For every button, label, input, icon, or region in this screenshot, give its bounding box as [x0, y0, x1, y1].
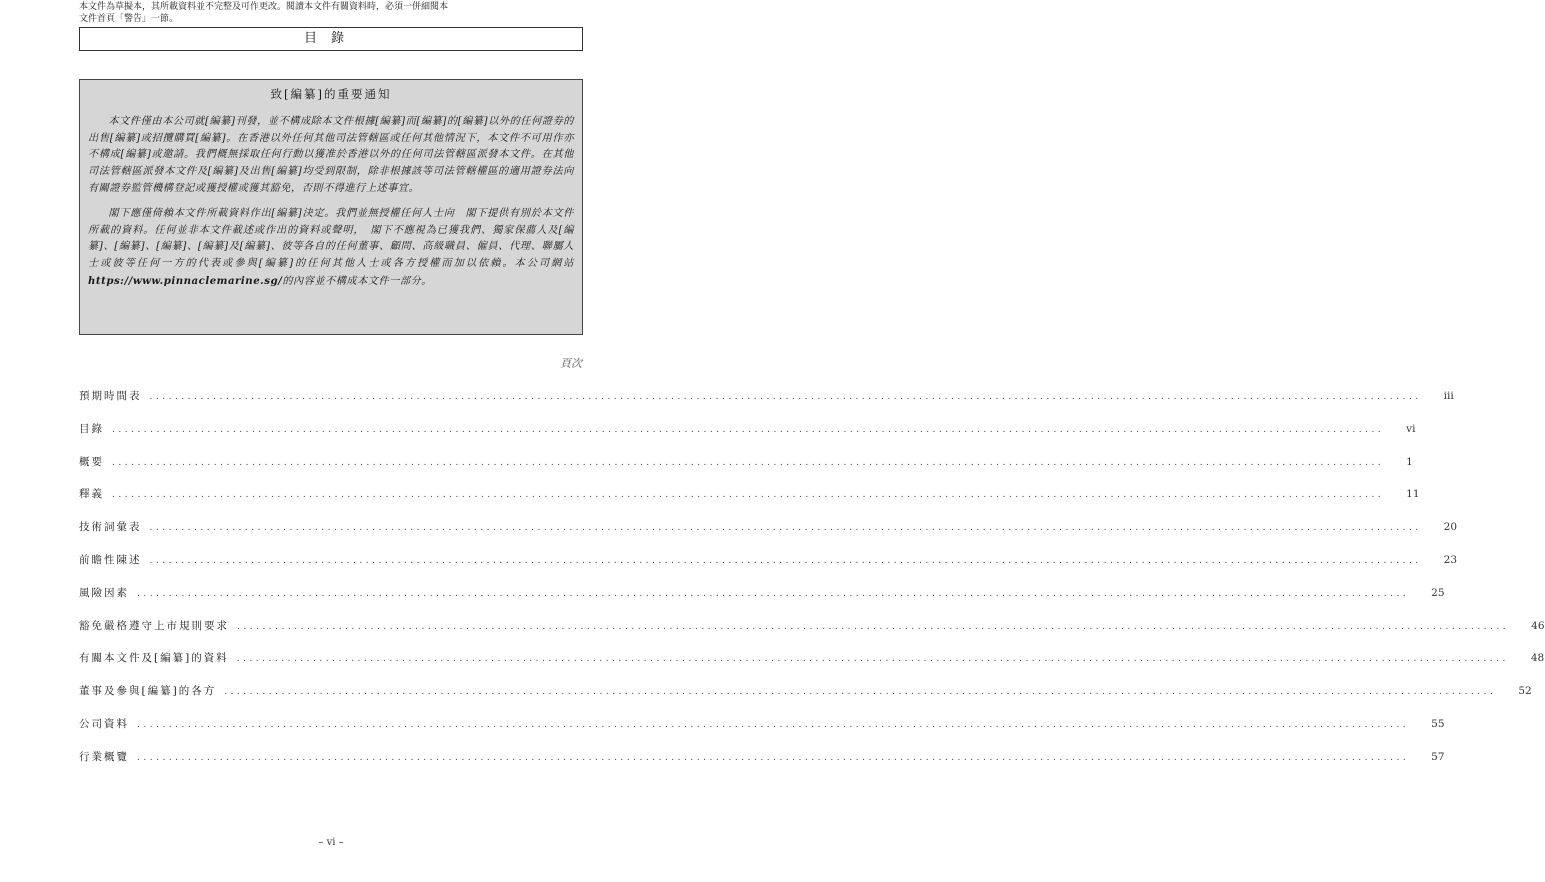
toc-entry[interactable]	[79, 421, 1416, 437]
toc-entry-page: 52	[1518, 685, 1532, 697]
toc-entry[interactable]	[79, 618, 1545, 634]
dot-leader: ........................................................................................................................................................................................................	[137, 720, 1410, 730]
dot-leader: ........................................................................................................................................................................................................	[112, 425, 1385, 435]
dot-leader: ........................................................................................................................................................................................................	[137, 753, 1410, 763]
notice-title: 致[編纂]的重要通知	[270, 87, 392, 101]
dot-leader: ........................................................................................................................................................................................................	[149, 523, 1422, 533]
disclaimer-line-1: 本文件為草擬本，其所載資料並不完整及可作更改。閱讀本文件有關資料時，必須一併細閱本	[79, 2, 449, 12]
toc-entry[interactable]	[79, 388, 1454, 404]
toc-entry-page: 20	[1443, 521, 1458, 533]
toc-entry[interactable]	[79, 552, 1458, 568]
toc-entry-label: 公司資料	[79, 718, 129, 730]
dot-leader: ........................................................................................................................................................................................................	[112, 458, 1385, 468]
company-website-link[interactable]: https://www.pinnaclemarine.sg/	[88, 274, 283, 287]
dot-leader: ........................................................................................................................................................................................................	[137, 589, 1410, 599]
page-number-footer: – vi –	[318, 837, 344, 848]
notice-paragraph-2	[88, 206, 574, 291]
page-column-label: 頁次	[560, 357, 582, 370]
toc-entry[interactable]	[79, 519, 1458, 535]
toc-entry-label: 技術詞彙表	[79, 521, 142, 533]
toc-entry-label: 預期時間表	[79, 390, 142, 402]
toc-entry-label: 目錄	[79, 423, 104, 435]
draft-disclaimer	[79, 1, 589, 25]
toc-entry-page: 1	[1406, 456, 1413, 468]
toc-entry[interactable]	[79, 749, 1445, 765]
toc-entry[interactable]	[79, 650, 1545, 666]
notice-paragraph-1: 本文件僅由本公司就[編纂]刊發，並不構成除本文件根據[編纂]而[編纂]的[編纂]以外的任何證券的出售[編纂]或招攬購買[編纂]。在香港以外任何其他司法管轄區或任何其他情況下，本文件不可用作亦不構成[編纂]或邀請。我們概無採取任何行動以獲准於香港以外的任何司法管轄區派發本文件。在其他司法管轄區派發本文件及[編纂]及出售[編纂]均受到限制，除非根據該等司法管轄權區的適用證券法向有關證券監管機構登記或獲授權或獲其豁免，否則不得進行上述事宜。	[88, 115, 574, 194]
toc-entry-label: 行業概覽	[79, 751, 129, 763]
toc-entry-page: 25	[1431, 587, 1445, 599]
toc-entry-page: 46	[1531, 620, 1545, 632]
notice-paragraph-2-tail: 的內容並不構成本文件一部分。	[282, 275, 432, 287]
toc-entry[interactable]	[79, 454, 1413, 470]
toc-entry[interactable]	[79, 683, 1532, 699]
toc-entry-page: vi	[1406, 423, 1416, 435]
dot-leader: ........................................................................................................................................................................................................	[112, 490, 1385, 500]
toc-entry-label: 有關本文件及[編纂]的資料	[79, 652, 229, 664]
toc-entry-label: 豁免嚴格遵守上市規則要求	[79, 620, 229, 632]
toc-entry-label: 董事及參與[編纂]的各方	[79, 685, 217, 697]
notice-paragraph-2-text: 閣下應僅倚賴本文件所載資料作出[編纂]決定。我們並無授權任何人士向 閣下提供有別於本文件所載的資料。任何並非本文件載述或作出的資料或聲明， 閣下不應視為已獲我們、獨家保薦人及[編纂]、[編纂]、[編纂]、[編纂]及[編纂]、彼等各自的任何董事、顧問、高級職員、僱員、代理、聯屬人士或彼等任何一方的代表或參與[編纂]的任何其他人士或各方授權而加以依賴。本公司網站	[88, 207, 574, 270]
toc-entry-page: 48	[1530, 652, 1545, 664]
toc-entry[interactable]	[79, 716, 1445, 732]
toc-entry[interactable]	[79, 585, 1445, 601]
dot-leader: ........................................................................................................................................................................................................	[149, 392, 1422, 402]
toc-entry-page: 57	[1431, 751, 1445, 763]
toc-entry-page: 55	[1431, 718, 1445, 730]
toc-entry-page: iii	[1443, 390, 1454, 402]
disclaimer-line-2: 文件首頁「警告」一節。	[79, 14, 179, 24]
important-notice-box	[79, 79, 583, 335]
dot-leader: ........................................................................................................................................................................................................	[224, 687, 1497, 697]
toc-entry-label: 前瞻性陳述	[79, 554, 142, 566]
toc-entry-label: 釋義	[79, 488, 104, 500]
dot-leader: ........................................................................................................................................................................................................	[237, 622, 1510, 632]
toc-entry-label: 概要	[79, 456, 104, 468]
dot-leader: ........................................................................................................................................................................................................	[149, 556, 1422, 566]
table-of-contents-title: 目錄	[79, 27, 583, 51]
dot-leader: ........................................................................................................................................................................................................	[236, 654, 1509, 664]
toc-entry[interactable]	[79, 486, 1420, 502]
toc-entry-page: 11	[1406, 488, 1420, 500]
toc-entry-label: 風險因素	[79, 587, 129, 599]
toc-entry-page: 23	[1443, 554, 1458, 566]
